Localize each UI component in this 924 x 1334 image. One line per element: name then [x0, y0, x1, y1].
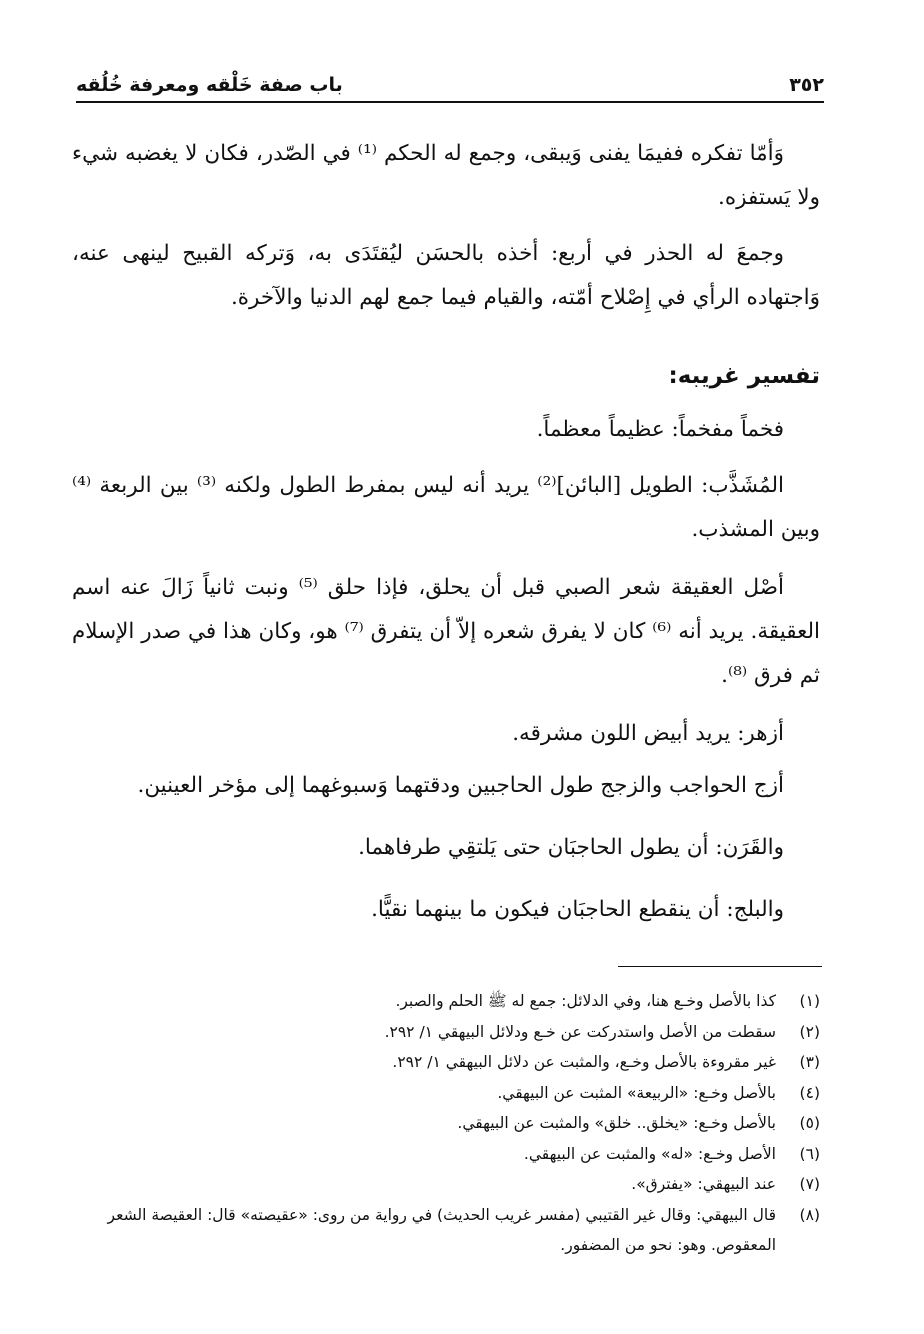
- paragraph-caution: وجمعَ له الحذر في أربع: أخذه بالحسَن ليُقتَدَى به، وَتركه القبيح لينهى عنه، وَاجتهاده الرأي في إِصْلاح أمّته، والقيام فيما جمع لهم الدنيا والآخرة.: [72, 241, 820, 310]
- paragraph-balaj: والبلج: أن ينقطع الحاجبَان فيكون ما بينهما نقيًّا.: [371, 897, 784, 922]
- footnote-text: قال البيهقي: وقال غير القتيبي (مفسر غريب الحديث) في رواية من روى: «عقيصته» قال: العقيصة الشعر المعقوص. وهو: نحو من المضفور.: [107, 1205, 776, 1254]
- footnote-number: (٢): [799, 1022, 820, 1041]
- footnote-item: [72, 1047, 820, 1078]
- footnote-number: (٤): [799, 1083, 820, 1102]
- running-header: [76, 62, 824, 96]
- footnote-divider: [618, 966, 822, 967]
- footnote-number: (٦): [799, 1144, 820, 1163]
- footnote-item: [72, 1139, 820, 1170]
- footnotes: [72, 986, 820, 1261]
- header-divider: [76, 101, 824, 103]
- footnote-item: [72, 1078, 820, 1109]
- footnote-item: [72, 1200, 820, 1261]
- page-number: ٣٥٢: [789, 74, 824, 96]
- footnote-text: بالأصل وخـع: «يخلق.. خلق» والمثبت عن البيهقي.: [457, 1114, 776, 1132]
- footnote-item: [72, 986, 820, 1017]
- footnote-number: (٧): [799, 1175, 820, 1193]
- chapter-title: باب صفة خَلْقه ومعرفة خُلُقه: [76, 74, 343, 96]
- footnote-item: [72, 1108, 820, 1139]
- footnote-number: (٣): [799, 1053, 820, 1071]
- footnote-text: غير مقروءة بالأصل وخـع، والمثبت عن دلائل البيهقي ١/ ٢٩٢.: [392, 1053, 776, 1071]
- footnote-item: [72, 1017, 820, 1048]
- footnote-text: كذا بالأصل وخـع هنا، وفي الدلائل: جمع له ﷺ الحلم والصبر.: [395, 992, 776, 1010]
- footnote-text: الأصل وخـع: «له» والمثبت عن البيهقي.: [523, 1144, 776, 1163]
- footnote-number: (١): [799, 992, 820, 1010]
- footnote-number: (٨): [799, 1205, 820, 1224]
- paragraph-azhar: أزهر: يريد أبيض اللون مشرقه.: [512, 721, 784, 746]
- footnote-number: (٥): [799, 1114, 820, 1132]
- paragraph-qaran: والقَرَن: أن يطول الحاجبَان حتى يَلتقِي طرفاهما.: [358, 835, 784, 860]
- footnote-text: عند البيهقي: «يفترق».: [631, 1175, 776, 1193]
- footnote-text: سقطت من الأصل واستدركت عن خـع ودلائل البيهقي ١/ ٢٩٢.: [384, 1022, 776, 1041]
- paragraph-azajj: أزج الحواجب والزجج طول الحاجبين ودقتهما وَسبوغهما إلى مؤخر العينين.: [137, 773, 784, 798]
- section-title: تفسير غريبه:: [668, 363, 820, 389]
- footnote-item: [72, 1169, 820, 1200]
- paragraph-aqiqa: أصْل العقيقة شعر الصبي قبل أن يحلق، فإذا حلق ⁽⁵⁾ ونبت ثانياً زَالَ عنه اسم العقيقة. يريد أنه ⁽⁶⁾ كان لا يفرق شعره إلاّ أن يتفرق ⁽⁷⁾ هو، وكان هذا في صدر الإسلام ثم فرق ⁽⁸⁾.: [72, 575, 820, 688]
- paragraph-reflection: وَأمّا تفكره ففيمَا يفنى وَيبقى، وجمع له الحكم ⁽¹⁾ في الصّدر، فكان لا يغضبه شيء ولا يَستفزه.: [72, 141, 820, 210]
- footnote-text: بالأصل وخـع: «الربيعة» المثبت عن البيهقي.: [497, 1083, 776, 1102]
- paragraph-mushadhdhab: المُشَذَّب: الطويل [البائن]⁽²⁾ يريد أنه ليس بمفرط الطول ولكنه ⁽³⁾ بين الربعة ⁽⁴⁾ وبين المشذب.: [72, 473, 820, 542]
- paragraph-fakhm: فخماً مفخماً: عظيماً معظماً.: [536, 417, 784, 442]
